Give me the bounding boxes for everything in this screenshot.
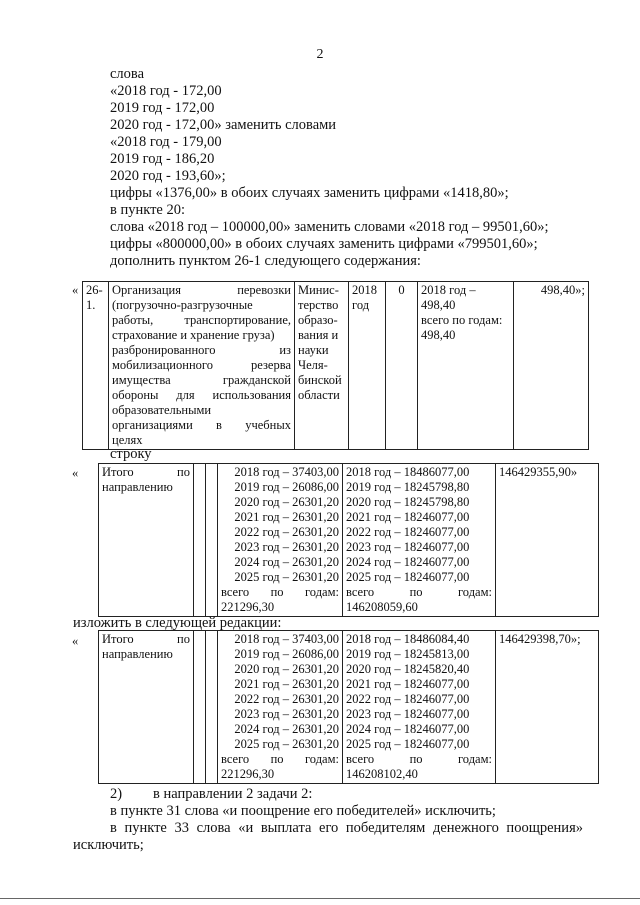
total-label [99,631,194,784]
point-total: 498,40»; [514,282,589,450]
total-label-line: направлению [102,647,173,661]
executor-line: области [298,388,340,402]
table-total-new [98,630,599,784]
page-number: 2 [316,47,324,62]
intro-line: 2019 год - 186,20 [110,151,215,167]
col-b-year-line: 2020 год – 18245798,80 [346,495,470,509]
intro-line: в пункте 20: [110,202,186,218]
description-line: целях [112,433,143,447]
col-b-total-value: 146208059,60 [346,600,418,614]
col-b-year-line: 2018 год – 18486077,00 [346,465,470,479]
point-zero: 0 [386,282,418,450]
col-a-year-line: 2025 год – 26301,20 [234,570,339,584]
col-b-year-line: 2025 год – 18246077,00 [346,570,470,584]
grand-total: 146429355,90» [496,464,599,617]
description-line: Организация перевозки [112,283,291,297]
paragraph-33-line2: исключить; [73,837,144,853]
intro-line: цифры «1376,00» в обоих случаях заменить цифрами «1418,80»; [110,185,509,201]
description-line: образовательными [112,403,212,417]
total-label-line: Итого по [102,632,190,646]
description-line: имущества гражданской [112,373,291,387]
col-b-year-line: 2024 год – 18246077,00 [346,555,470,569]
col-b-year-line: 2022 год – 18246077,00 [346,692,470,706]
description-line: (погрузочно-разгрузочные [112,298,253,312]
total-col-b [343,464,496,617]
description-line: организациями в учебных [112,418,291,432]
description-line: обороны для использования [112,388,291,402]
point-description [109,282,295,450]
col-a-total-label: всего по годам: [221,585,339,599]
col-a-year-line: 2022 год – 26301,20 [234,692,339,706]
col-b-total-label: всего по годам: [346,585,492,599]
stroku-label: строку [110,446,152,462]
col-a-year-line: 2018 год – 37403,00 [234,632,339,646]
point-executor [295,282,349,450]
intro-line: слова [110,66,145,82]
col-b-year-line: 2023 год – 18246077,00 [346,707,470,721]
col-b-year-line: 2021 год – 18246077,00 [346,510,470,524]
col-a-year-line: 2022 год – 26301,20 [234,525,339,539]
col-b-year-line: 2020 год – 18245820,40 [346,662,470,676]
description-line: работы, транспортирование, [112,313,291,327]
intro-line: 2019 год - 172,00 [110,100,215,116]
total-label-line: направлению [102,480,173,494]
executor-line: Минис- [298,283,339,297]
col-b-total-value: 146208102,40 [346,767,418,781]
point-funding [418,282,514,450]
intro-line: «2018 год - 179,00 [110,134,222,150]
col-a-year-line: 2019 год – 26086,00 [234,647,339,661]
funding-line: всего по годам: [421,313,503,327]
paragraph-31: в пункте 31 слова «и поощрение его победителей» исключить; [110,803,496,819]
table-point-26-1 [82,281,589,450]
total-label [99,464,194,617]
total-col-a [218,631,343,784]
executor-line: терство [298,298,339,312]
col-a-total-value: 221296,30 [221,600,275,614]
total-col-b [343,631,496,784]
col-a-year-line: 2021 год – 26301,20 [234,677,339,691]
izlozhit-label: изложить в следующей редакции: [73,615,282,631]
funding-line: 498,40 [421,298,456,312]
grand-total: 146429398,70»; [496,631,599,784]
intro-line: цифры «800000,00» в обоих случаях заменить цифрами «799501,60»; [110,236,538,252]
col-b-year-line: 2019 год – 18245813,00 [346,647,470,661]
col-b-year-line: 2024 год – 18246077,00 [346,722,470,736]
intro-line: «2018 год - 172,00 [110,83,222,99]
intro-line: слова «2018 год – 100000,00» заменить словами «2018 год – 99501,60»; [110,219,549,235]
executor-line: Челя- [298,358,328,372]
col-a-year-line: 2020 год – 26301,20 [234,495,339,509]
col-b-year-line: 2018 год – 18486084,40 [346,632,470,646]
col-b-year-line: 2021 год – 18246077,00 [346,677,470,691]
executor-line: бинской [298,373,342,387]
executor-line: вания и [298,328,339,342]
col-b-year-line: 2019 год – 18245798,80 [346,480,470,494]
funding-line: 2018 год – [421,283,476,297]
col-a-year-line: 2024 год – 26301,20 [234,555,339,569]
point-number: 26-1. [83,282,109,450]
funding-line: 498,40 [421,328,456,342]
col-a-year-line: 2025 год – 26301,20 [234,737,339,751]
table2-open-quote: « [72,466,79,480]
col-b-total-label: всего по годам: [346,752,492,766]
col-a-year-line: 2021 год – 26301,20 [234,510,339,524]
table1-open-quote: « [72,283,79,297]
point-year: 2018 год [349,282,386,450]
total-col-a [218,464,343,617]
item-2-text: в направлении 2 задачи 2: [153,786,313,802]
col-b-year-line: 2022 год – 18246077,00 [346,525,470,539]
description-line: страхование и хранение груза) [112,328,275,342]
executor-line: науки [298,343,329,357]
table-total-old [98,463,599,617]
executor-line: образо- [298,313,338,327]
col-a-year-line: 2024 год – 26301,20 [234,722,339,736]
total-label-line: Итого по [102,465,190,479]
col-a-year-line: 2019 год – 26086,00 [234,480,339,494]
col-a-year-line: 2023 год – 26301,20 [234,707,339,721]
col-b-year-line: 2025 год – 18246077,00 [346,737,470,751]
col-a-year-line: 2018 год – 37403,00 [234,465,339,479]
col-a-year-line: 2020 год – 26301,20 [234,662,339,676]
col-b-year-line: 2023 год – 18246077,00 [346,540,470,554]
table3-open-quote: « [72,634,79,648]
page-bottom-line [0,898,640,899]
intro-line: дополнить пунктом 26-1 следующего содержания: [110,253,421,269]
col-a-year-line: 2023 год – 26301,20 [234,540,339,554]
col-a-total-value: 221296,30 [221,767,275,781]
description-line: разбронированного из [112,343,291,357]
item-2-number: 2) [110,786,123,802]
intro-line: 2020 год - 193,60»; [110,168,226,184]
description-line: мобилизационного резерва [112,358,291,372]
col-a-total-label: всего по годам: [221,752,339,766]
intro-line: 2020 год - 172,00» заменить словами [110,117,337,133]
paragraph-33-line1: в пункте 33 слова «и выплата его победителям денежного поощрения» [110,820,583,836]
